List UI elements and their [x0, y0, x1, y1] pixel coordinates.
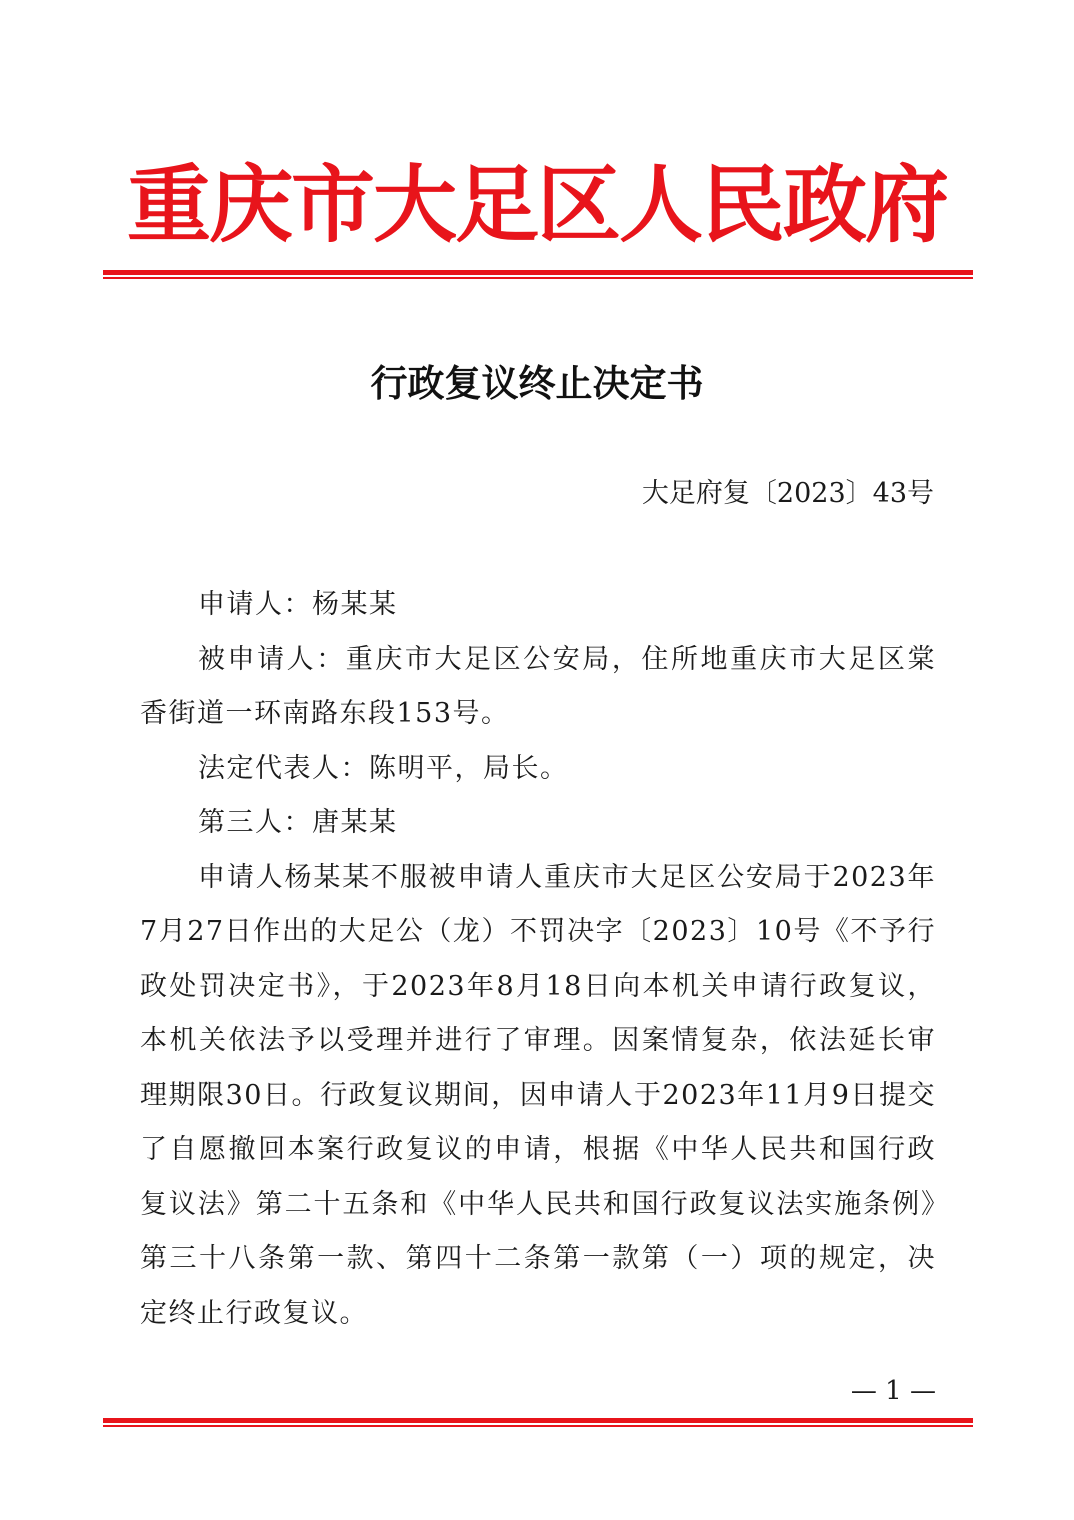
respondent-line: 被申请人：重庆市大足区公安局，住所地重庆市大足区棠香街道一环南路东段153号。 — [140, 643, 936, 729]
document-number: 大足府复〔2023〕43号 — [641, 478, 934, 509]
applicant-line: 申请人：杨某某 — [198, 589, 398, 620]
document-body — [140, 578, 936, 1341]
page-number: — 1 — — [850, 1376, 936, 1406]
legal-representative-line: 法定代表人：陈明平，局长。 — [198, 752, 569, 784]
decision-paragraph: 申请人杨某某不服被申请人重庆市大足区公安局于2023年7月27日作出的大足公（龙）不罚决字〔2023〕10号《不予行政处罚决定书》，于2023年8月18日向本机关申请行政复议，本机关依法予以受理并进行了审理。因案情复杂，依法延长审理期限30日。行政复议期间，因申请人于2023年11月9日提交了自愿撤回本案行政复议的申请，根据《中华人民共和国行政复议法》第二十五条和《中华人民共和国行政复议法实施条例》第三十八条第一款、第四十二条第一款第（一）项的规定，决定终止行政复议。 — [140, 861, 936, 1329]
third-party-line: 第三人：唐某某 — [198, 807, 398, 838]
document-title: 行政复议终止决定书 — [370, 361, 704, 405]
masthead-divider — [103, 270, 973, 279]
issuer-masthead: 重庆市大足区人民政府 — [126, 156, 947, 254]
footer-divider — [103, 1418, 973, 1427]
